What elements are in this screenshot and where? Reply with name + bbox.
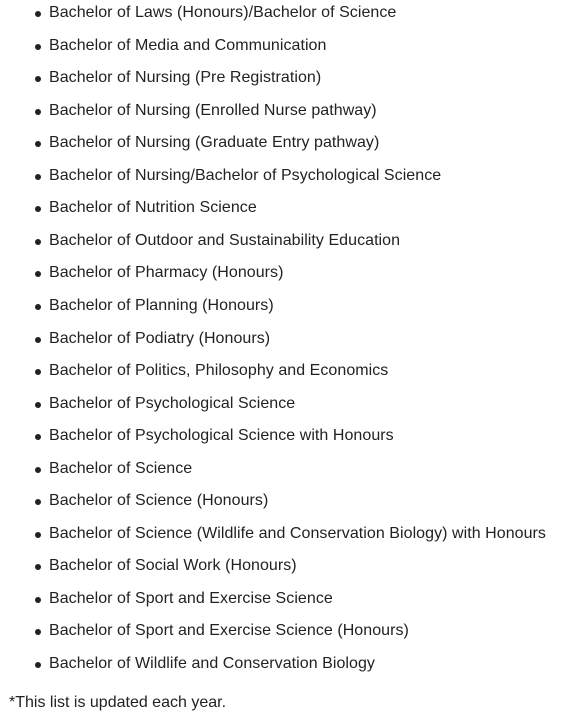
bullet-icon xyxy=(35,564,41,570)
course-label: Bachelor of Science (Honours) xyxy=(49,492,269,510)
bullet-icon xyxy=(35,434,41,440)
course-label: Bachelor of Psychological Science with Honours xyxy=(49,427,394,445)
course-label: Bachelor of Wildlife and Conservation Biology xyxy=(49,655,375,672)
bullet-icon xyxy=(35,467,41,473)
course-label: Bachelor of Planning (Honours) xyxy=(49,296,274,314)
bullet-icon xyxy=(35,629,41,635)
bullet-icon xyxy=(35,662,41,668)
course-label: Bachelor of Nursing/Bachelor of Psychological Science xyxy=(49,166,442,184)
bullet-icon xyxy=(35,239,41,245)
bullet-icon xyxy=(35,44,41,50)
bullet-icon xyxy=(35,532,41,538)
bullet-icon xyxy=(35,11,41,17)
course-label: Bachelor of Media and Communication xyxy=(49,36,327,54)
course-label: Bachelor of Laws (Honours)/Bachelor of Science xyxy=(49,4,397,21)
bullet-icon xyxy=(35,141,41,147)
bullet-icon xyxy=(35,76,41,82)
bullet-icon xyxy=(35,369,41,375)
course-label: Bachelor of Science xyxy=(49,459,193,477)
course-label: Bachelor of Podiatry (Honours) xyxy=(49,329,271,347)
course-label: Bachelor of Nursing (Graduate Entry pathway) xyxy=(49,134,380,152)
course-label: Bachelor of Nutrition Science xyxy=(49,199,257,217)
course-label: Bachelor of Science (Wildlife and Conservation Biology) with Honours xyxy=(49,524,546,542)
bullet-icon xyxy=(35,271,41,277)
course-label: Bachelor of Psychological Science xyxy=(49,394,296,412)
bullet-icon xyxy=(35,402,41,408)
bullet-icon xyxy=(35,304,41,310)
course-label: Bachelor of Nursing (Pre Registration) xyxy=(49,69,322,87)
course-label: Bachelor of Outdoor and Sustainability Education xyxy=(49,231,401,249)
course-label: Bachelor of Politics, Philosophy and Economics xyxy=(49,362,389,380)
bullet-icon xyxy=(35,337,41,343)
course-label: Bachelor of Sport and Exercise Science (Honours) xyxy=(49,622,409,640)
bullet-icon xyxy=(35,499,41,505)
course-label: Bachelor of Social Work (Honours) xyxy=(49,557,297,575)
course-label: Bachelor of Nursing (Enrolled Nurse pathway) xyxy=(49,101,377,119)
footnote: *This list is updated each year. xyxy=(9,694,227,711)
bullet-icon xyxy=(35,597,41,603)
bullet-icon xyxy=(35,109,41,115)
course-label: Bachelor of Sport and Exercise Science xyxy=(49,589,333,607)
bullet-icon xyxy=(35,206,41,212)
bullet-icon xyxy=(35,174,41,180)
course-label: Bachelor of Pharmacy (Honours) xyxy=(49,264,284,282)
